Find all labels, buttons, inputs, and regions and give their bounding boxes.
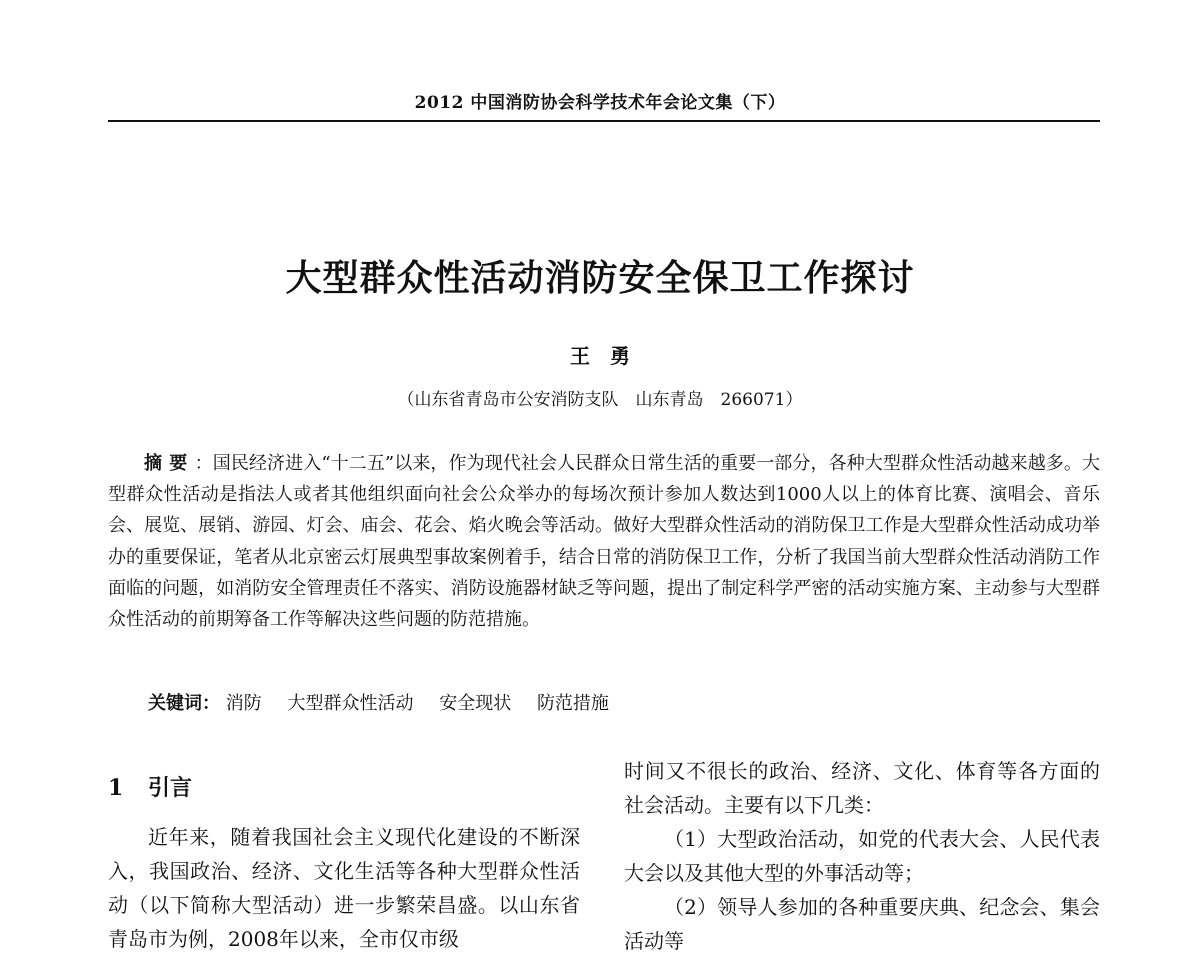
keywords [148,688,629,719]
abstract [108,448,1100,635]
keyword-4: 防范措施 [536,693,609,714]
article-title: 大型群众性活动消防安全保卫工作探讨 [285,257,915,299]
abstract-label: 摘要 [144,453,195,474]
author-affiliation: （山东省青岛市公安消防支队 山东青岛 266071） [397,390,803,410]
right-column [624,754,1100,958]
section-number: 1 [108,775,124,801]
continuation-paragraph: 时间又不很长的政治、经济、文化、体育等各方面的社会活动。主要有以下几类： [624,759,1100,817]
list-item-2: （2）领导人参加的各种重要庆典、纪念会、集会活动等 [624,895,1100,953]
keyword-1: 消防 [225,693,262,714]
section-title: 引言 [148,775,193,801]
running-header: 2012 中国消防协会科学技术年会论文集（下） [414,93,786,113]
keyword-3: 安全现状 [439,693,512,714]
article-author: 王勇 [570,344,650,368]
intro-paragraph: 近年来，随着我国社会主义现代化建设的不断深入，我国政治、经济、文化生活等各种大型群众性活动（以下简称大型活动）进一步繁荣昌盛。以山东省青岛市为例，2008年以来，全市仅市级 [108,825,580,951]
header-rule [108,120,1100,122]
abstract-text: 国民经济进入“十二五”以来，作为现代社会人民群众日常生活的重要一部分，各种大型群众性活动越来越多。大型群众性活动是指法人或者其他组织面向社会公众举办的每场次预计参加人数达到1000人以上的体育比赛、演唱会、音乐会、展览、展销、游园、灯会、庙会、花会、焰火晚会等活动。做好大型群众性活动的消防保卫工作是大型群众性活动成功举办的重要保证，笔者从北京密云灯展典型事故案例着手，结合日常的消防保卫工作，分析了我国当前大型群众性活动消防工作面临的问题，如消防安全管理责任不落实、消防设施器材缺乏等问题，提出了制定科学严密的活动实施方案、主动参与大型群众性活动的前期筹备工作等解决这些问题的防范措施。 [108,453,1101,631]
keyword-2: 大型群众性活动 [287,693,414,714]
abstract-colon: ： [194,453,213,474]
left-column [108,768,580,956]
list-item-1: （1）大型政治活动，如党的代表大会、人民代表大会以及其他大型的外事活动等； [624,827,1100,885]
section-heading [108,768,580,808]
keywords-label: 关键词： [148,693,220,714]
